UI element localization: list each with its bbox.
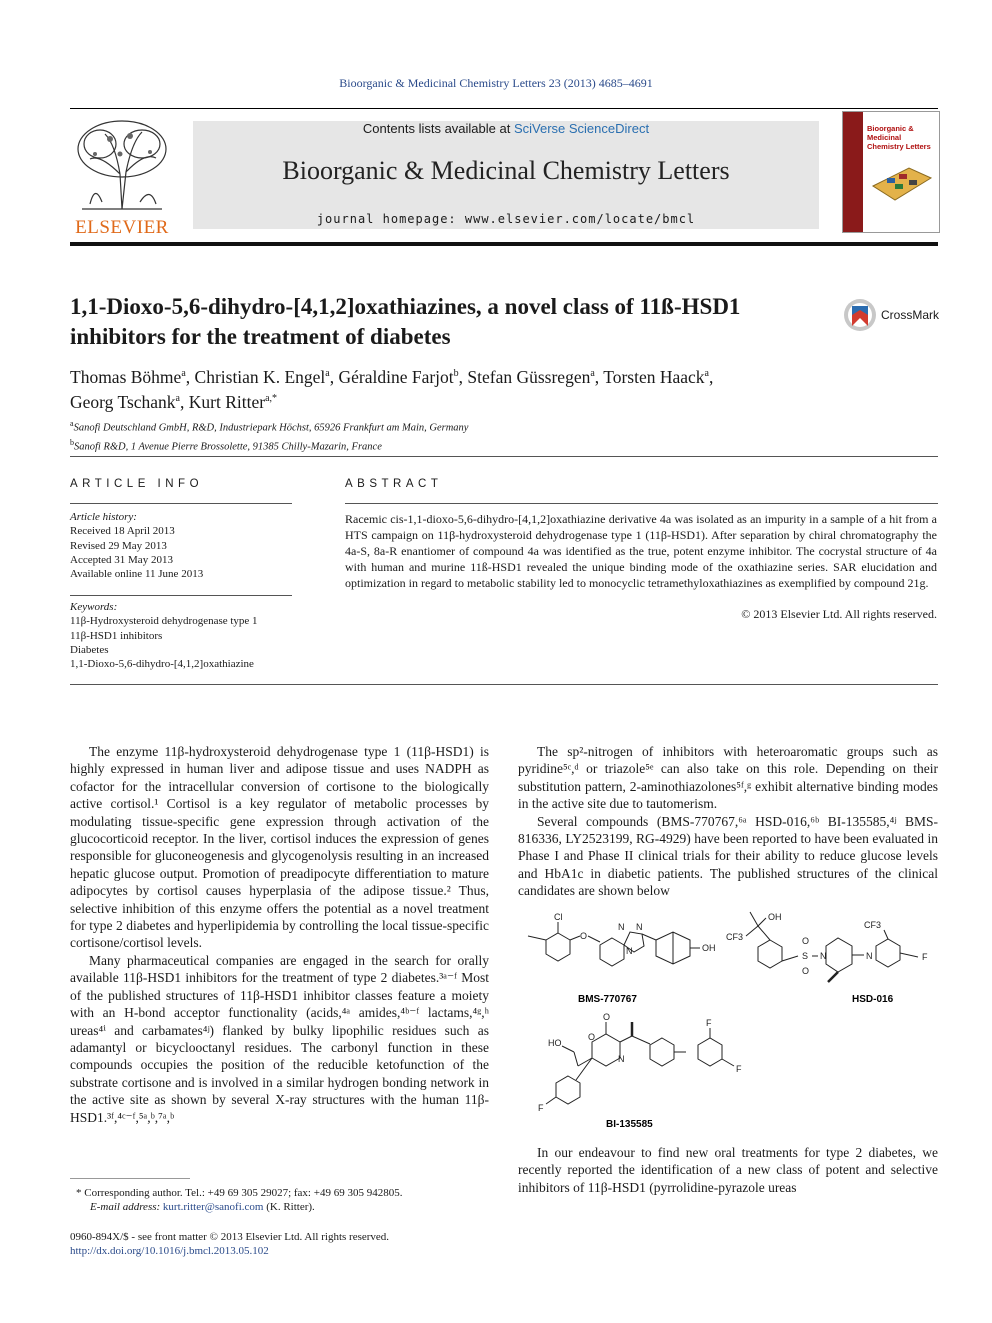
body-paragraph: The enzyme 11β-hydroxysteroid dehydrogenase type 1 (11β-HSD1) is highly expressed in human liver and adipose tissue and uses NADPH as cofactor for the intracellular conversion of cortisone to the biologically active cortisol.¹ Cortisol is a key regulator of metabolic processes by modulating tissue-specific gene expression through activation of the glucocorticoid receptor. In the liver, cortisol induces the expression of genes responsible for gluconeogenesis and glycogenolysis resulting in an increased hepatic glucose output. Promotion of preadipocyte differentiation to mature adipocytes by cortisol causes hyperplasia of the adipose tissue.² Thus, selective inhibition of this enzyme offers the potential as a novel treatment for type 2 diabetes and hyperlipidemia by controlling the local tissue-specific cortisone/cortisol levels. — [70, 744, 489, 951]
structure-label: HSD-016 — [852, 994, 894, 1005]
atom-label: O — [603, 1012, 611, 1022]
journal-homepage[interactable]: journal homepage: www.elsevier.com/locate/bmcl — [316, 212, 696, 226]
atom-label: Cl — [554, 912, 563, 922]
corresponding-author: * Corresponding author. Tel.: +49 69 305 29027; fax: +49 69 305 942805. — [76, 1187, 403, 1199]
abstract-heading: ABSTRACT — [345, 478, 443, 490]
cover-image-icon — [869, 156, 935, 204]
crossmark-label: CrossMark — [881, 308, 940, 322]
atom-label: N — [618, 922, 625, 932]
structure-label: BMS-770767 — [578, 994, 637, 1005]
sciencedirect-link[interactable]: SciVerse ScienceDirect — [513, 121, 650, 136]
body-paragraph: Several compounds (BMS-770767,⁶ᵃ HSD-016,⁶ᵇ BI-135585,⁴ʲ BMS-816336, LY2523199, RG-4929) have been reported to have been evaluated in Phase I and Phase II clinical trials for their ability to reduce glucose levels and HbA1c in diabetic patients. The published structures of the clinical candidates are shown below — [518, 813, 938, 899]
author[interactable]: Thomas Böhme$^a$ — [70, 366, 186, 387]
author[interactable]: Géraldine Farjot$^b$ — [338, 366, 459, 387]
atom-label: CF3 — [726, 932, 744, 942]
article-history — [70, 510, 203, 581]
crossmark-icon — [843, 298, 877, 332]
atom-label: O — [580, 931, 588, 941]
body-paragraph: Many pharmaceutical companies are engaged in the search for orally available 11β-HSD1 inhibitors for the treatment of type 2 diabetes.³ᵃ⁻ᶠ Most of the published structures of 11β-HSD1 inhibitor classes feature a moiety with an H-bond acceptor functionality (acids,⁴ᵃ amides,⁴ᵇ⁻ᶠ lactams,⁴ᵍ,ʰ ureas⁴ⁱ and carbamates⁴ʲ) flanked by bulky lipophilic residues such as adamantyl or bicyclooctanyl residues. The carbonyl function in these compounds occupies the position of the reducible ketofunction of the substrate cortisone and is involved in a similar hydrogen bonding network in the active site as shown by several X-ray structures with the human 11β-HSD1.³ᶠ,⁴ᶜ⁻ᶠ,⁵ᵃ,ᵇ,⁷ᵃ,ᵇ — [70, 952, 489, 1125]
author[interactable]: Torsten Haack$^a$ — [603, 366, 709, 387]
header-bottom-rule — [70, 242, 938, 246]
article-info-heading: ARTICLE INFO — [70, 478, 204, 490]
footnotes — [76, 1186, 402, 1215]
keyword: Diabetes — [70, 643, 109, 656]
affiliations — [70, 417, 468, 454]
atom-label: CF3 — [864, 920, 882, 930]
elsevier-tree-icon — [70, 114, 174, 214]
journal-title: Bioorganic & Medicinal Chemistry Letters — [282, 156, 730, 185]
article-title: 1,1-Dioxo-5,6-dihydro-[4,1,2]oxathiazines, a novel class of 11ß-HSD1 inhibitors for the treatment of diabetes — [70, 294, 741, 349]
publisher-name: ELSEVIER — [75, 217, 169, 238]
abstract-rule — [345, 503, 938, 504]
history-item: Accepted 31 May 2013 — [70, 553, 173, 566]
contents-line — [193, 121, 819, 136]
atom-label: F — [706, 1018, 712, 1028]
atom-label: O — [802, 936, 810, 946]
atom-label: N — [866, 951, 873, 961]
contents-prefix: Contents lists available at — [362, 121, 514, 136]
abstract-copyright: © 2013 Elsevier Ltd. All rights reserved. — [741, 607, 937, 621]
cover-spine — [843, 112, 863, 232]
header-top-rule — [70, 108, 938, 109]
atom-label: F — [922, 952, 928, 962]
atom-label: N — [820, 951, 827, 961]
atom-label: O — [802, 966, 810, 976]
body-paragraph: In our endeavour to find new oral treatments for type 2 diabetes, we recently reported the identification of a new class of potent and selective inhibitors of 11β-HSD1 (pyrrolidine-pyrazole ureas — [518, 1145, 938, 1195]
crossmark-badge[interactable] — [843, 298, 943, 334]
issn-line: 0960-894X/$ - see front matter © 2013 Elsevier Ltd. All rights reserved. — [70, 1231, 390, 1243]
atom-label: N — [618, 1054, 625, 1064]
atom-label: N — [626, 946, 633, 956]
atom-label: HO — [548, 1038, 562, 1048]
author[interactable]: Christian K. Engel$^a$ — [194, 366, 330, 387]
right-column-top — [518, 743, 938, 900]
article-info-rule — [70, 503, 292, 504]
clinical-candidates-figure — [518, 908, 938, 1133]
author-list: Thomas Böhme$^a$, Christian K. Engel$^a$, Géraldine Farjot$^b$, Stefan Güssregen$^a$, Torsten Haack$^a$, Georg Tschank$^a$, Kurt Ritter$^{a,*}$ — [70, 366, 714, 412]
left-column — [70, 743, 489, 1126]
atom-label: O — [588, 1032, 596, 1042]
history-label: Article history: — [70, 511, 137, 523]
author[interactable]: Kurt Ritter$^{a,*}$ — [188, 391, 278, 412]
atom-label: N — [636, 922, 643, 932]
footnote-rule — [70, 1178, 190, 1179]
abstract-bottom-rule — [70, 684, 938, 685]
issn-block — [70, 1230, 389, 1259]
keywords — [70, 600, 258, 671]
elsevier-logo[interactable] — [70, 114, 174, 238]
keywords-label: Keywords: — [70, 601, 118, 613]
journal-cover[interactable] — [842, 111, 940, 233]
author[interactable]: Georg Tschank$^a$ — [70, 391, 180, 412]
keyword: 11β-HSD1 inhibitors — [70, 629, 163, 642]
atom-label: OH — [768, 912, 782, 922]
atom-label: F — [538, 1103, 544, 1113]
keyword: 1,1-Dioxo-5,6-dihydro-[4,1,2]oxathiazine — [70, 658, 254, 671]
affiliation: $^a$Sanofi Deutschland GmbH, R&D, Industriepark Höchst, 65926 Frankfurt am Main, Germany — [70, 419, 469, 434]
keywords-rule — [70, 595, 292, 596]
body-paragraph: The sp²-nitrogen of inhibitors with heteroaromatic groups such as pyridine⁵ᶜ,ᵈ or triazole⁵ᵉ can also take on this role. Depending on their substitution pattern, 2-aminothiazolones⁵ᶠ,ᵍ exhibit alternative binding modes in the active site due to tautomerism. — [518, 744, 938, 812]
history-item: Available online 11 June 2013 — [70, 568, 204, 581]
atom-label: OH — [702, 943, 716, 953]
doi-link[interactable]: http://dx.doi.org/10.1016/j.bmcl.2013.05.102 — [70, 1245, 269, 1258]
affil-rule — [70, 456, 938, 457]
author[interactable]: Stefan Güssregen$^a$ — [467, 366, 595, 387]
cover-title: Bioorganic & Medicinal Chemistry Letters — [867, 124, 931, 151]
structure-label: BI-135585 — [606, 1119, 653, 1130]
affiliation: $^b$Sanofi R&D, 1 Avenue Pierre Brossolette, 91385 Chilly-Mazarin, France — [70, 437, 382, 452]
email-link[interactable]: kurt.ritter@sanofi.com — [162, 1201, 264, 1214]
atom-label: S — [802, 951, 809, 961]
history-item: Revised 29 May 2013 — [70, 539, 167, 552]
journal-reference[interactable]: Bioorganic & Medicinal Chemistry Letters 23 (2013) 4685–4691 — [339, 76, 653, 90]
atom-label: F — [736, 1064, 742, 1074]
keyword: 11β-Hydroxysteroid dehydrogenase type 1 — [70, 615, 258, 628]
email-line: E-mail address: kurt.ritter@sanofi.com (K. Ritter). — [90, 1201, 315, 1214]
right-column-bottom — [518, 1144, 938, 1196]
history-item: Received 18 April 2013 — [70, 525, 175, 538]
abstract-text: Racemic cis-1,1-dioxo-5,6-dihydro-[4,1,2]oxathiazine derivative 4a was isolated as an impurity in a sample of a hit from a HTS campaign on 11β-hydroxysteroid dehydrogenase type 1 (11β-HSD1). After separation by chiral chromatography the 4a-S, 8a-R enantiomer of compound 4a was identified as the true, potent enzyme inhibitor. The cocrystal structure of 4a with human and murine 11ß-HSD1 revealed the unique binding mode of the oxathiazine series. SAR elucidation and optimization in regard to metabolic stability led to monocyclic tetramethyloxathiazines as exemplified by compound 21g. — [345, 512, 937, 590]
